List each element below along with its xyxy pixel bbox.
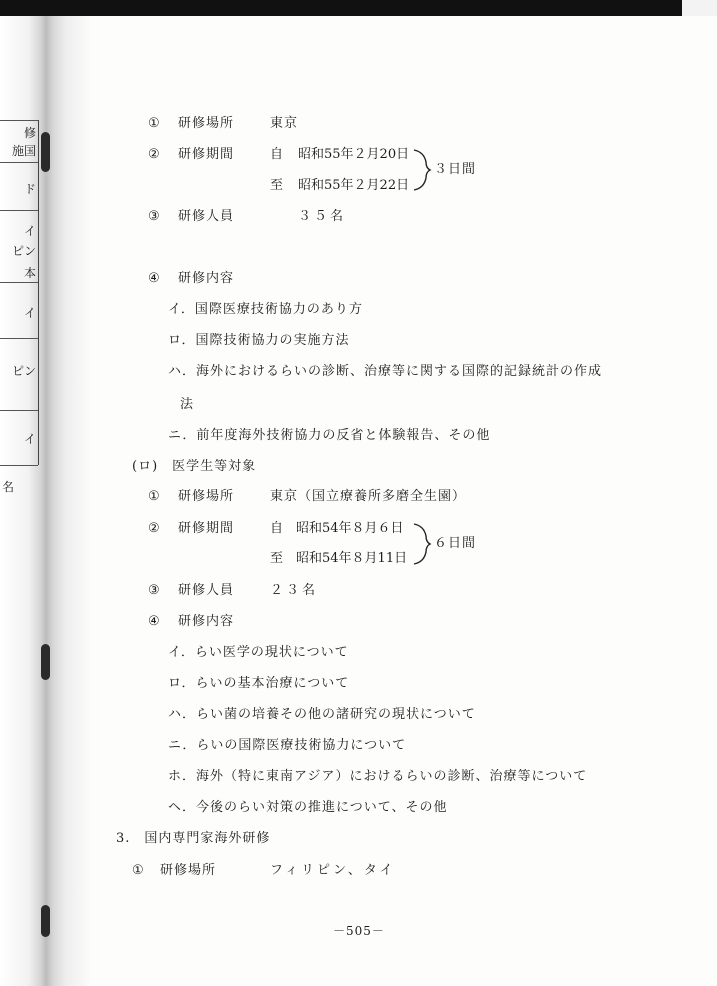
left-page-rule <box>0 338 38 339</box>
place-label: 研修場所 <box>178 116 235 131</box>
page-number: －505－ <box>333 924 385 938</box>
place-label: 研修場所 <box>160 863 217 878</box>
members-value: ２３名 <box>270 583 319 598</box>
left-page-text: イ <box>23 224 36 238</box>
item-number: ① <box>148 489 161 504</box>
period-from-date: 昭和54年８月６日 <box>296 521 404 536</box>
content-label: 研修内容 <box>178 271 235 286</box>
binding-hole <box>41 905 50 937</box>
left-page-text: ピン <box>11 364 36 378</box>
left-page-text: 本 <box>23 266 36 280</box>
item-number: ② <box>148 147 161 162</box>
period-from-prefix: 自 <box>270 521 285 536</box>
binding-hole <box>41 132 50 172</box>
left-page-text: ピン <box>11 244 36 258</box>
section-heading: 3. 国内専門家海外研修 <box>116 831 271 846</box>
left-page-text: イ <box>23 432 36 446</box>
left-page-text: イ <box>23 306 36 320</box>
left-page-rule <box>0 410 38 411</box>
left-page-text: 修 <box>23 126 36 140</box>
left-page-rule <box>0 210 38 211</box>
item-number: ② <box>148 521 161 536</box>
section-heading: (ロ) 医学生等対象 <box>132 459 257 474</box>
place-value: 東京（国立療養所多磨全生園） <box>270 489 467 504</box>
scan-top-edge-margin <box>682 0 717 16</box>
left-page-rule <box>0 162 38 163</box>
content-item: イ．国際医療技術協力のあり方 <box>168 302 363 317</box>
period-label: 研修期間 <box>178 147 235 162</box>
content-item: イ．らい医学の現状について <box>168 645 349 660</box>
members-label: 研修人員 <box>178 209 235 224</box>
left-page-text: 名 <box>2 480 15 494</box>
place-value: 東京 <box>270 116 299 131</box>
content-item: ロ．らいの基本治療について <box>168 676 350 691</box>
period-to-prefix: 至 <box>270 178 285 193</box>
left-page-table-edge <box>0 120 39 465</box>
period-label: 研修期間 <box>178 521 235 536</box>
period-from-date: 昭和55年２月20日 <box>298 147 410 162</box>
item-number: ③ <box>148 209 161 224</box>
item-number: ① <box>148 116 161 131</box>
binding-hole <box>41 644 50 680</box>
bracket-brace <box>410 520 434 568</box>
place-label: 研修場所 <box>178 489 235 504</box>
item-number: ③ <box>148 583 161 598</box>
period-to-prefix: 至 <box>270 551 285 566</box>
bracket-brace <box>410 146 434 194</box>
content-item: ホ．海外（特に東南アジア）におけるらいの診断、治療等について <box>168 769 588 784</box>
left-page-text: 施国 <box>11 144 36 158</box>
period-from-prefix: 自 <box>270 147 285 162</box>
left-page-text: ド <box>23 182 36 196</box>
item-number: ④ <box>148 271 161 286</box>
content-item: ハ．海外におけるらいの診断、治療等に関する国際的記録統計の作成 <box>168 364 603 379</box>
duration: ６日間 <box>434 536 477 551</box>
content-item-continuation: 法 <box>180 397 195 412</box>
content-item: ハ．らい菌の培養その他の諸研究の現状について <box>168 707 476 722</box>
item-number: ④ <box>148 614 161 629</box>
content-item: ロ．国際技術協力の実施方法 <box>168 333 350 348</box>
item-number: ① <box>132 863 145 878</box>
left-page-rule <box>0 465 38 466</box>
content-item: ニ．らいの国際医療技術協力について <box>168 738 407 753</box>
members-value: ３５名 <box>298 209 347 224</box>
scan-top-edge <box>0 0 682 16</box>
members-label: 研修人員 <box>178 583 235 598</box>
place-value: フィリピン、タイ <box>270 863 396 878</box>
content-item: ニ．前年度海外技術協力の反省と体験報告、その他 <box>168 428 491 443</box>
period-to-date: 昭和55年２月22日 <box>298 178 410 193</box>
left-page-rule <box>0 120 38 121</box>
content-item: ヘ．今後のらい対策の推進について、その他 <box>168 800 448 815</box>
left-page-rule <box>0 282 38 283</box>
duration: ３日間 <box>434 162 477 177</box>
period-to-date: 昭和54年８月11日 <box>296 551 408 566</box>
content-label: 研修内容 <box>178 614 235 629</box>
